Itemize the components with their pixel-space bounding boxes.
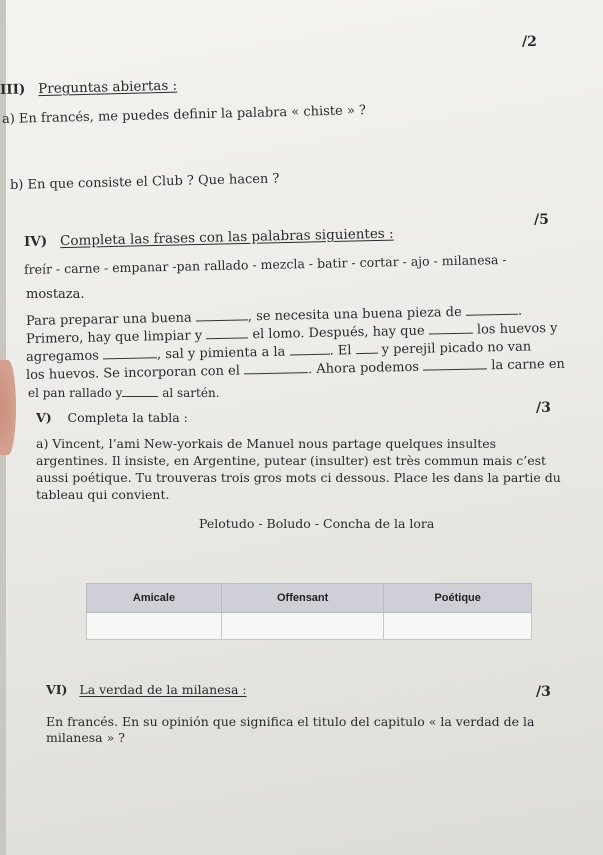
section-5-para-line-1: a) Vincent, l’ami New-yorkais de Manuel nous partage quelques insultes — [36, 436, 497, 451]
page-score: /2 — [522, 34, 537, 50]
section-3-number: III) — [0, 81, 26, 98]
blank-10[interactable] — [122, 386, 158, 397]
section-6-score: /3 — [536, 684, 551, 700]
section-6-title: La verdad de la milanesa : — [79, 682, 247, 697]
fill-line-2-part-c: los huevos y — [476, 320, 558, 338]
section-5-para-line-3: aussi poétique. Tu trouveras trois gros mots ci dessous. Place les dans la partie du — [36, 470, 561, 485]
section-4-number: IV) — [23, 233, 48, 250]
section-6-number: VI) — [46, 682, 68, 697]
cell-amicale[interactable] — [87, 613, 222, 640]
blank-3[interactable] — [206, 327, 248, 339]
table-header-row — [87, 584, 532, 613]
header-poetique: Poétique — [384, 584, 532, 613]
blank-6[interactable] — [289, 344, 329, 356]
fill-line-5 — [28, 386, 220, 400]
section-5-number: V) — [36, 410, 52, 425]
section-5-score: /3 — [536, 400, 551, 416]
section-6-heading — [46, 682, 247, 697]
table-row — [87, 613, 532, 640]
question-a: a) En francés, me puedes definir la palabra « chiste » ? — [1, 103, 367, 127]
blank-4[interactable] — [429, 323, 473, 335]
section-5-para-line-4: tableau qui convient. — [36, 487, 170, 502]
word-bank-line-1: freír - carne - empanar -pan rallado - mezcla - batir - cortar - ajo - milanesa - — [23, 251, 507, 277]
header-amicale: Amicale — [87, 584, 222, 613]
fill-line-2-part-b: el lomo. Después, hay que — [252, 323, 425, 343]
fill-line-5-part-b: al sartén. — [162, 386, 220, 400]
section-3-title: Preguntas abiertas : — [38, 77, 178, 98]
fill-line-2-part-a: Primero, hay que limpiar y — [25, 328, 203, 347]
insult-word-list: Pelotudo - Boludo - Concha de la lora — [199, 516, 435, 531]
fill-line-4-part-c: la carne en — [491, 356, 565, 374]
blank-9[interactable] — [423, 358, 487, 370]
fill-line-1-part-c: . — [517, 303, 523, 319]
fill-line-1-part-a: Para preparar una buena — [25, 310, 192, 329]
header-offensant: Offensant — [222, 584, 384, 613]
fill-line-3-part-d: y perejil picado no van — [381, 339, 532, 358]
fill-line-5-part-a: el pan rallado y — [28, 386, 123, 400]
fill-line-4-part-a: los huevos. Se incorporan con el — [25, 363, 241, 383]
blank-2[interactable] — [466, 304, 518, 316]
fill-line-4-part-b: . Ahora podemos — [307, 359, 420, 378]
classification-table — [86, 583, 532, 640]
fill-line-3-part-c: . El — [329, 343, 352, 359]
blank-1[interactable] — [196, 309, 248, 321]
fill-line-3-part-a: agregamos — [25, 348, 100, 365]
cell-offensant[interactable] — [222, 613, 384, 640]
fill-line-3-part-b: , sal y pimienta a la — [156, 344, 286, 363]
section-5-para-line-2: argentines. Il insiste, en Argentine, putear (insulter) est très commun mais c’est — [36, 453, 547, 468]
section-4-score: /5 — [534, 212, 549, 228]
cell-poetique[interactable] — [384, 613, 532, 640]
section-6-text-line-2: milanesa » ? — [46, 730, 125, 745]
finger-edge — [0, 360, 16, 455]
word-bank-line-2: mostaza. — [26, 287, 85, 302]
section-5-heading — [36, 410, 188, 425]
section-5-title: Completa la tabla : — [67, 410, 188, 425]
question-b: b) En que consiste el Club ? Que hacen ? — [9, 171, 280, 193]
blank-8[interactable] — [244, 362, 308, 374]
section-6-text-line-1: En francés. En su opinión que significa el titulo del capitulo « la verdad de la — [46, 714, 535, 729]
fill-line-1-part-b: , se necesita una buena pieza de — [247, 304, 462, 325]
blank-5[interactable] — [103, 347, 157, 359]
section-4-title: Completa las frases con las palabras siguientes : — [59, 225, 394, 250]
blank-7[interactable] — [355, 343, 377, 354]
